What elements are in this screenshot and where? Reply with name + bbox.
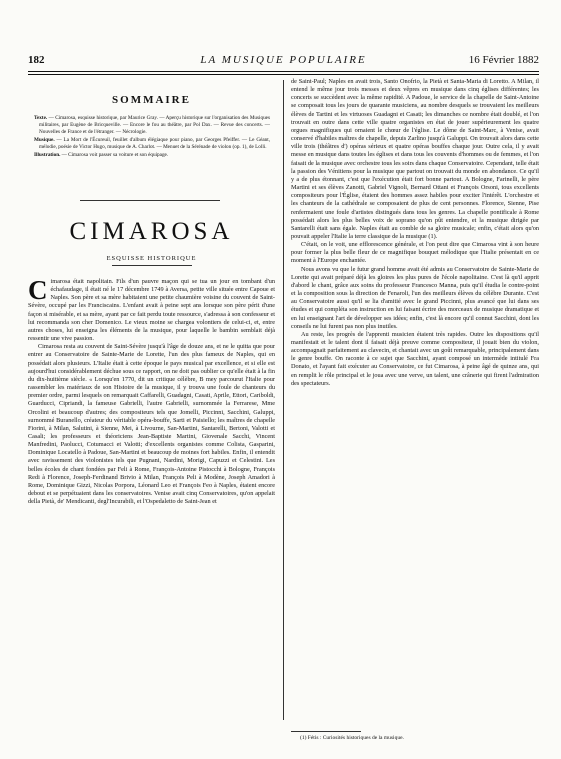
paragraph-text: imarosa était napolitain. Fils d'un pauvre maçon qui se tua un jour en tombant d'un échafaudage, il était né le 17 décembre 1749 à Aversa, petite ville située entre Capoue et Naples. Son père et sa mère habitaient une petite chaumière voisine du couvent de Saint-Sévère, occupé par les Franciscains. L'enfant avait à peine sept ans lorsque son père périt d'une façon si misérable, et sa mère, ayant par ce fait perdu toute ressource, s'adressa à son confesseur et lui recommanda son cher Domenico. Le vieux moine se chargea volontiers de celui-ci, et, entre autres choses, lui enseigna les éléments de la musique, pour laquelle le bambin semblait déjà ressentir une vive passion.: [28, 278, 275, 343]
page-number: 182: [28, 54, 45, 66]
article-subtitle: ESQUISSE HISTORIQUE: [106, 255, 197, 262]
article-right-column: [291, 78, 539, 388]
sommaire-texte-label: Texte.: [34, 115, 48, 121]
column-divider: [283, 80, 284, 720]
sommaire-texte: [34, 115, 270, 136]
article-title: CIMAROSA: [69, 218, 234, 245]
sommaire-illustration-label: Illustration.: [34, 152, 61, 158]
footnote-rule: [291, 731, 361, 732]
article-paragraph: Au reste, les progrès de l'apprenti musicien étaient très rapides. Outre les dispositions qu'il manifestait et le talent dont il faisait déjà preuve comme compositeur, il jouait bien du violon, accompagnait parfaitement au clavecin, et chantait avec un goût remarquable, principalement dans le genre bouffe. On raconte à ce sujet que Sacchini, ayant composé un intermède intitulé Fra Donato, et l'ayant fait exécuter au Conservatoire, ce fut Cimarosa, à peine âgé de quinze ans, qui en remplit le rôle principal et le joua avec une verve, un talent, une crânerie qui firent l'admiration des spectateurs.: [291, 330, 539, 387]
journal-title: LA MUSIQUE POPULAIRE: [200, 54, 367, 66]
sommaire-illustration-body: — Cimarosa voit passer sa voiture et son équipage.: [61, 152, 169, 158]
sommaire-block: [34, 115, 270, 160]
header-rule: [28, 71, 539, 72]
sommaire-title: SOMMAIRE: [112, 94, 191, 106]
running-header: [28, 54, 539, 68]
issue-date: 16 Février 1882: [468, 54, 539, 66]
article-paragraph: Cimarosa resta au couvent de Saint-Sévère jusqu'à l'âge de douze ans, et ne le quitta que pour entrer au Conservatoire de Sainte-Marie de Lorette, l'un des plus fameux de Naples, qui en possédait alors plusieurs. L'Italie était à cette époque le pays musical par excellence, et si elle est aujourd'hui considérablement déchue sous ce rapport, on ne doit pas oublier ce qu'elle était à la fin du dix-huitième siècle. « Lorsqu'en 1770, dit un critique célèbre, B mey parcourut l'Italie pour rassembler les matériaux de son Histoire de la musique, il y trouva une foule de chanteurs du premier ordre, parmi lesquels on remarquait Caffarelli, Guadagni, Casati, Aprile, Ettori, Cariboldi, Guarducci, Cipriandi, la fameuse Gabrielli, l'autre Gabrielli, surnommée la Ferrarese, Mme Orcolini et beaucoup d'autres; des compositeurs tels que Jomelli, Piccinni, Sacchini, Galuppi, surnommé Buranello, créateur du véritable opéra-bouffe, Sarti et Paisiello; les maîtres de chapelle Fiorini, à Milan, Salutini, à Sienne, Mei, à Livourne, San-Martini, Santarelli, Bertoni, Valotti et Casali; les professeurs et théoriciens Jean-Baptiste Martini, Giovenale Sacchi, Vincent Manfredini, Paolucci, Cotumacci et Valotti; d'excellents organistes comme Colista, Gasparini, Dominique Locatello à Padoue, San-Martini et beaucoup de moines fort habiles. Enfin, il entendit avec ravissement des violonistes tels que Pugnani, Nardini, Morigi, Capuzzi et Celestini. Les belles écoles de chant fondées par Feli à Rome, François-Antoine Pistocchi à Bologne, François Redi à Florence, Joseph-Ferdinand Brivio à Milan, François Peli à Modène, Joseph Amadori à Rome, Dominique Gizzi, Nicolas Porpora, Léonard Leo et François Feo à Naples, étaient encore debout et se perpétuaient dans les conservatoires. Venise avait cinq Conservatoires, qu'on appelait della Pietà, de' Mendicanti, degl'Incurabili, et l'Ospedaletto de Saint-Jean et: [28, 343, 275, 506]
footnote: (1) Fétis : Curiosités historiques de la musique.: [300, 735, 404, 741]
drop-cap: C: [28, 275, 48, 305]
sommaire-texte-body: — Cimarosa, esquisse historique, par Maurice Gray. — Aperçu historique sur l'organisation des Musiques militaires, par Eugène de Bricqueville. — Encore le fou au théâtre, par Pol Dax. — Revue des concerts. — Nouvelles de France et de l'étranger. — Nécrologie.: [39, 115, 270, 135]
article-paragraph: Nous avons vu que le futur grand homme avait été admis au Conservatoire de Sainte-Marie de Lorette qui avait préparé déjà les gloires les plus pures de l'école napolitaine. C'est là qu'il apprit d'abord le chant, grâce aux soins du professeur Francesco Manna, puis qu'il étudia le contre-point et la composition sous la direction de Fenaroli, l'un des meilleurs élèves du célèbre Durante. C'est au Conservatoire aussi qu'il se lia d'amitié avec le grand Piccinni, plus avancé que lui dans ses études et qui compléta son instruction en lui faisant écrire des morceaux de musique dramatique et en lui enseignant l'art de développer ses idées; enfin, c'est là encore qu'il connut Sacchini, dont les conseils ne lui furent pas non plus inutiles.: [291, 265, 539, 330]
sommaire-illustration: [34, 152, 270, 159]
sommaire-musique-body: — La Mort de l'Écureuil, feuillet d'album élégiaque pour piano, par Georges Pfeiffer. — Le Géant, mélodie, poésie de Victor Hugo, musique de A. Charlot. — Menuet de la Sérénade de violon (op. 1), de Lolli.: [39, 137, 270, 150]
article-paragraph: C'était, on le voit, une efflorescence générale, et l'on peut dire que Cimarosa vint à son heure pour former la plus belle fleur de ce magnifique bouquet mélodique que l'Italie présentait en ce moment à l'Europe enchantée.: [291, 241, 539, 265]
header-rule-thin: [28, 74, 539, 75]
subtitle-rule: [112, 265, 192, 266]
article-paragraph: de Saint-Paul; Naples en avait trois, Santo Onofrio, la Pietà et Santa-Maria di Loretto. A Milan, il entend le même jour trois messes et deux vêpres en musique dans cinq églises différentes; les concerts se succèdent avec la même rapidité. A Padoue, le service de la chapelle de Saint-Antoine se composait tous les jours de quarante musiciens, au nombre desquels se trouvaient les meilleurs élèves de Tartini et les virtuoses Guadagni et Casati; les dimanches ce nombre était doublé, et l'on trouvait en outre dans cette ville quatre organistes en état de jouer supérieurement les quatre orgues magnifiques qui ornaient le chœur de l'église. Le dôme de Saint-Marc, à Venise, avait conservé d'habiles maîtres de chapelle, depuis Zarlino jusqu'à Galuppi. On trouvait alors dans cette ville trois (théâtres d') opéras sérieux et quatre opéras bouffes chaque jour. Outre cela, il y avait messe en musique dans toutes les églises et dans tous les couvents d'hommes ou de femmes, et l'on faisait de la musique avec orchestre tous les soirs dans chaque Conservatoire. Cependant, telle était la passion des Vénitiens pour la musique que partout on trouvait du monde en abondance. Ce qu'il y a de plus étonnant, c'est que l'exécution était fort bonne partout. A Bologne, Farinelli, le père Martini et ses élèves Zanotti, Gabriel Vignoli, Bernard Ottani et François Orsoni, tous excellents compositeurs pour l'Église, étaient des hommes assez habiles pour exciter l'intérêt. L'orchestre et les chanteurs de la cathédrale se composaient de plus de cent personnes. Florence, Sienne, Pise renfermaient une foule d'artistes distingués dans tous les genres. La chapelle pontificale à Rome possédait alors les plus belles voix de soprano qu'on pût entendre, et la musique dirigée par Santarelli était sans égale. Naples était au comble de sa gloire musicale; enfin, c'était alors qu'on pouvait appeler l'Italie la terre classique de la musique (1).: [291, 78, 539, 240]
article-paragraph: [28, 275, 275, 343]
article-left-column: [28, 275, 275, 506]
sommaire-musique-label: Musique.: [34, 137, 55, 143]
sommaire-musique: [34, 137, 270, 151]
sommaire-separator: [80, 200, 220, 201]
